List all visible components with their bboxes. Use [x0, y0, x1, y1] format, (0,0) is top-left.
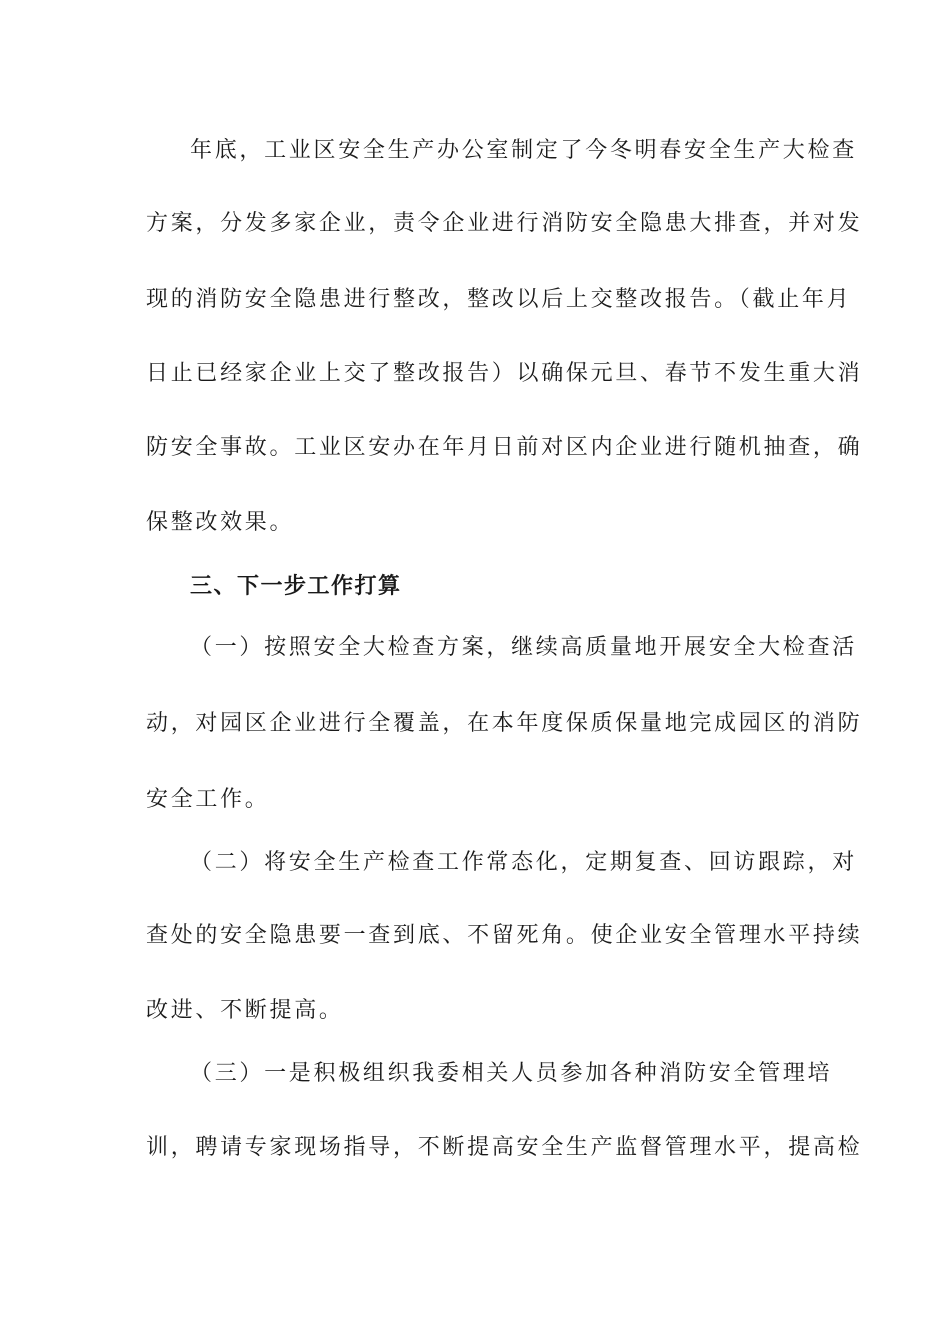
paragraph-line: 年底，工业区安全生产办公室制定了今冬明春安全生产大检查	[190, 138, 857, 163]
list-item-line: 安全工作。	[146, 787, 270, 812]
paragraph-line: 防安全事故。工业区安办在年月日前对区内企业进行随机抽查，确	[146, 435, 863, 460]
paragraph-line: 现的消防安全隐患进行整改，整改以后上交整改报告。（截止年月	[146, 287, 852, 312]
paragraph-line: 保整改效果。	[146, 510, 295, 535]
list-item-line: 改进、不断提高。	[146, 998, 344, 1023]
list-item-line: 动，对园区企业进行全覆盖，在本年度保质保量地完成园区的消防	[146, 711, 863, 736]
list-item-line: 训，聘请专家现场指导，不断提高安全生产监督管理水平，提高检	[146, 1135, 863, 1160]
paragraph-line: 日止已经家企业上交了整改报告）以确保元旦、春节不发生重大消	[146, 361, 863, 386]
list-item-line: （一）按照安全大检查方案，继续高质量地开展安全大检查活	[190, 635, 857, 660]
list-item-line: （三）一是积极组织我委相关人员参加各种消防安全管理培	[190, 1061, 833, 1086]
section-heading: 三、下一步工作打算	[190, 574, 402, 599]
list-item-line: 查处的安全隐患要一查到底、不留死角。使企业安全管理水平持续	[146, 923, 863, 948]
paragraph-line: 方案，分发多家企业，责令企业进行消防安全隐患大排查，并对发	[146, 211, 863, 236]
list-item-line: （二）将安全生产检查工作常态化，定期复查、回访跟踪，对	[190, 850, 857, 875]
